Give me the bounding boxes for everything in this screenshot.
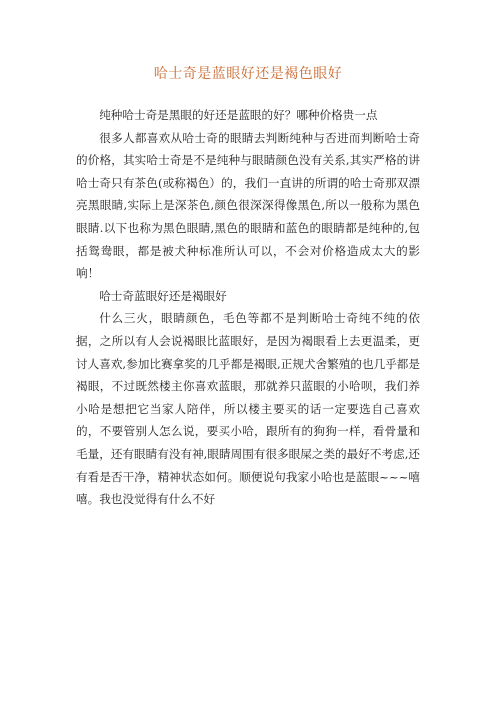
paragraph-eye-color-purity: 很多人都喜欢从哈士奇的眼睛去判断纯种与否进而判断哈士奇的价格，其实哈士奇是不是纯种与眼睛颜色没有关系,其实严格的讲哈士奇只有茶色(或称褐色）的，我们一直讲的所谓的哈士奇那双漂亮黑眼睛,实际上是深茶色,颜色很深深得像黑色,所以一般称为黑色眼睛.以下也称为黑色眼睛,黑色的眼睛和蓝色的眼睛都是纯种的,包括鸳鸯眼，都是被犬种标准所认可以，不会对价格造成太大的影响！ [76,130,420,281]
paragraph-question: 纯种哈士奇是黑眼的好还是蓝眼的好？哪种价格贵一点 [99,108,378,122]
document-body [76,104,420,511]
paragraph-answer: 什么三火，眼睛颜色，毛色等都不是判断哈士奇纯不纯的依据，之所以有人会说褐眼比蓝眼好，是因为褐眼看上去更温柔，更讨人喜欢,参加比赛拿奖的几乎都是褐眼,正规犬舍繁殖的也几乎都是褐眼，不过既然楼主你喜欢蓝眼，那就养只蓝眼的小哈呗，我们养小哈是想把它当家人陪伴，所以楼主要买的话一定要选自己喜欢的，不要管别人怎么说，要买小哈，跟所有的狗狗一样，看骨量和毛量，还有眼睛有没有神,眼睛周围有很多眼屎之类的最好不考虑,还有看是否干净，精神状态如何。顺便说句我家小哈也是蓝眼~~~嘻嘻。我也没觉得有什么不好 [76,311,420,507]
document-title: 哈士奇是蓝眼好还是褐色眼好 [153,66,343,82]
paragraph-subheading: 哈士奇蓝眼好还是褐眼好 [99,288,227,303]
